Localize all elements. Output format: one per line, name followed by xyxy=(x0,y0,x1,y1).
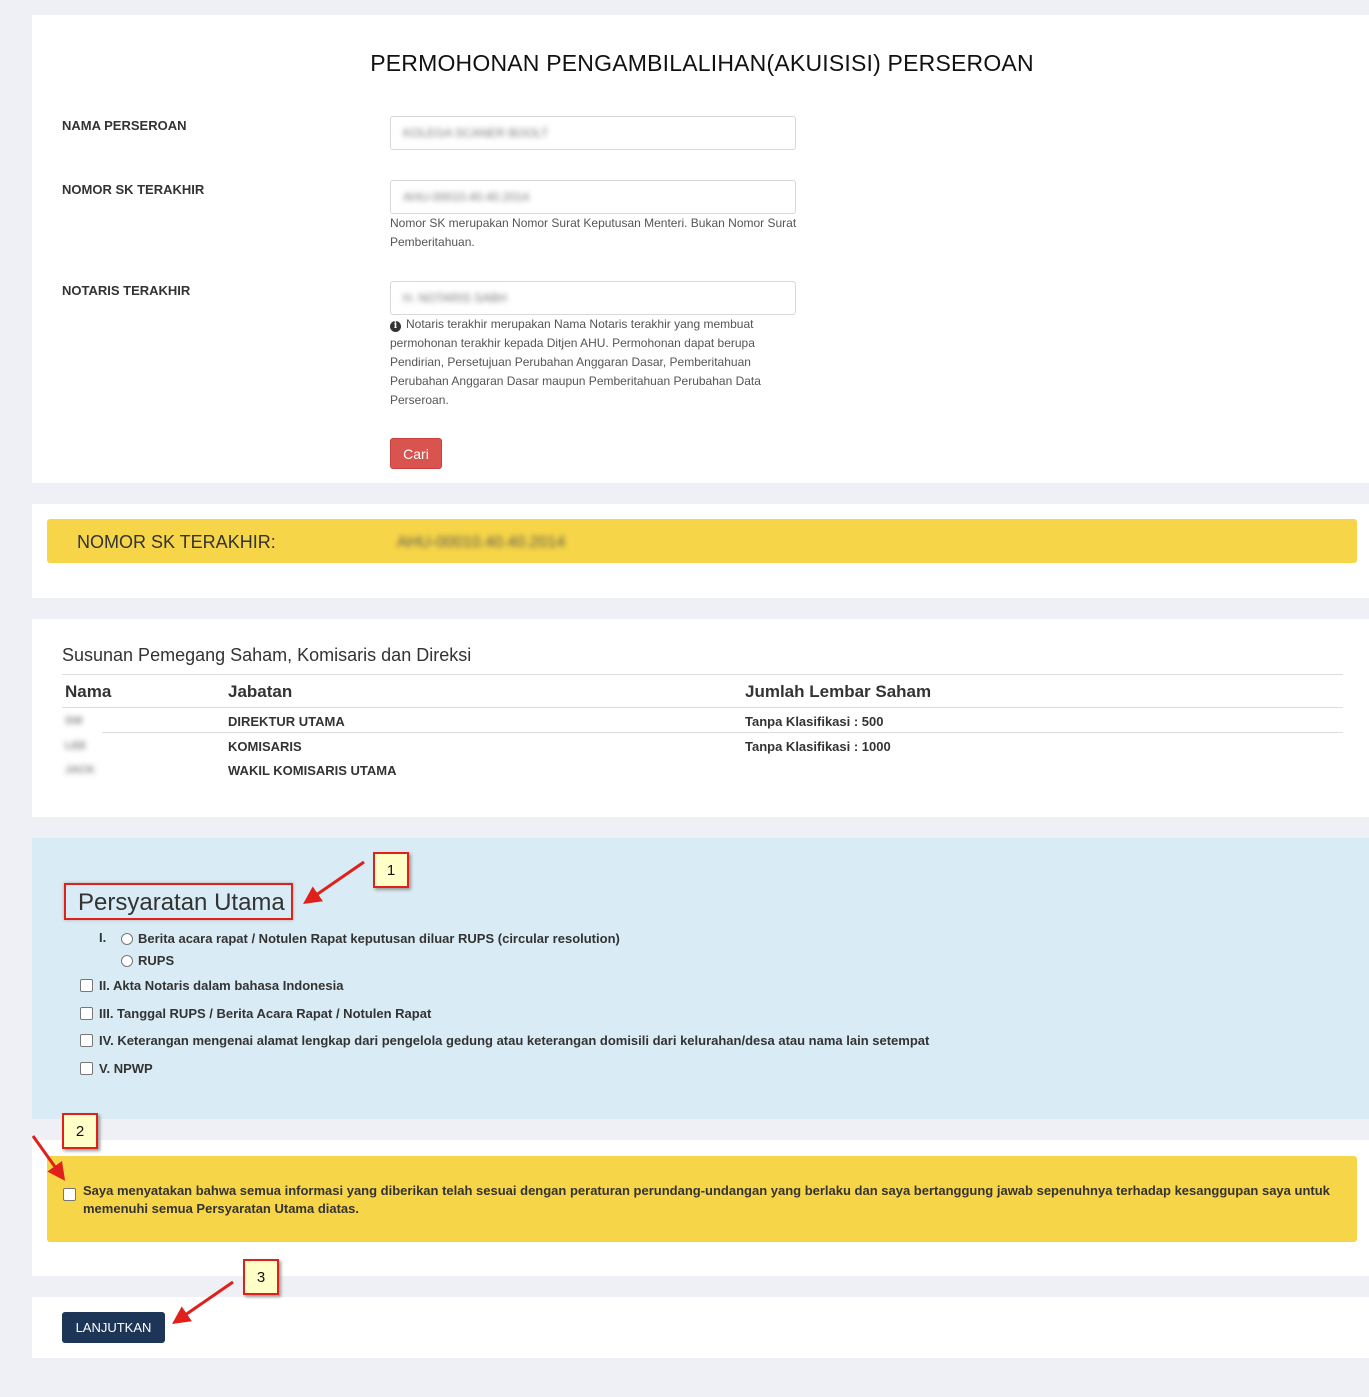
agreement-checkbox[interactable] xyxy=(63,1188,76,1201)
nomor-sk-label: NOMOR SK TERAKHIR xyxy=(62,182,205,197)
agreement-box xyxy=(47,1156,1357,1242)
shareholders-panel xyxy=(32,619,1369,817)
agreement-panel xyxy=(32,1140,1369,1276)
req-item-5-label: V. NPWP xyxy=(99,1061,153,1076)
nomor-sk-input[interactable] xyxy=(390,180,796,214)
checkbox-tanggal-rups[interactable] xyxy=(80,1007,93,1020)
req-item-1-option-2[interactable] xyxy=(121,953,174,968)
actions-panel xyxy=(32,1297,1369,1358)
callout-1: 1 xyxy=(373,852,409,888)
table-row xyxy=(62,757,1343,782)
info-icon: i xyxy=(390,321,401,332)
row-divider-gap xyxy=(62,732,102,734)
notaris-value: H. NOTARIS SABH xyxy=(403,291,507,305)
row-jabatan: WAKIL KOMISARIS UTAMA xyxy=(228,763,397,778)
req-item-2[interactable] xyxy=(80,978,343,993)
table-row xyxy=(62,732,1343,757)
req-item-4[interactable] xyxy=(80,1033,929,1048)
nama-perseroan-label: NAMA PERSEROAN xyxy=(62,118,187,133)
nama-perseroan-input[interactable] xyxy=(390,116,796,150)
req-item-1-option-1[interactable] xyxy=(121,931,620,946)
sk-result-bar xyxy=(47,519,1357,563)
table-row xyxy=(62,707,1343,732)
row-saham: Tanpa Klasifikasi : 500 xyxy=(745,714,884,729)
row-saham: Tanpa Klasifikasi : 1000 xyxy=(745,739,891,754)
requirements-title-box xyxy=(64,883,293,920)
req-item-1-option-1-label: Berita acara rapat / Notulen Rapat keputusan diluar RUPS (circular resolution) xyxy=(138,931,620,946)
result-panel xyxy=(32,504,1369,598)
checkbox-keterangan-alamat[interactable] xyxy=(80,1034,93,1047)
req-item-1 xyxy=(99,930,106,945)
shareholders-table xyxy=(62,674,1343,782)
sk-result-label: NOMOR SK TERAKHIR: xyxy=(77,532,276,552)
sk-result-value: AHU-00010.40.40.2014 xyxy=(397,534,566,551)
row-nama: SW xyxy=(65,715,83,727)
notaris-input[interactable] xyxy=(390,281,796,315)
header-nama: Nama xyxy=(65,682,112,701)
callout-2: 2 xyxy=(62,1113,98,1149)
lanjutkan-button[interactable]: LANJUTKAN xyxy=(62,1312,165,1343)
req-item-2-label: II. Akta Notaris dalam bahasa Indonesia xyxy=(99,978,344,993)
header-jabatan: Jabatan xyxy=(228,682,293,701)
cari-button[interactable]: Cari xyxy=(390,438,442,469)
row-jabatan: KOMISARIS xyxy=(228,739,302,754)
req-item-5[interactable] xyxy=(80,1061,153,1076)
row-jabatan: DIREKTUR UTAMA xyxy=(228,714,345,729)
nomor-sk-value: AHU-00010.40.40.2014 xyxy=(403,190,530,204)
table-header-row xyxy=(62,674,1343,707)
page-title: PERMOHONAN PENGAMBILALIHAN(AKUISISI) PERSEROAN xyxy=(370,50,1034,76)
requirements-title: Persyaratan Utama xyxy=(78,889,285,916)
notaris-label: NOTARIS TERAKHIR xyxy=(62,283,191,298)
radio-rups[interactable] xyxy=(121,955,133,967)
req-item-1-num: I. xyxy=(99,930,107,945)
nomor-sk-help: Nomor SK merupakan Nomor Surat Keputusan Menteri. Bukan Nomor Surat Pemberitahuan. xyxy=(390,216,797,249)
notaris-help-text: Notaris terakhir merupakan Nama Notaris terakhir yang membuat permohonan terakhir kepada Ditjen AHU. Permohonan dapat berupa Pendirian, Persetujuan Perubahan Anggaran Dasar, Pemberitahuan Perubahan Anggaran Dasar maupun Pemberitahuan Perubahan Data Perseroan. xyxy=(390,317,761,407)
notaris-help xyxy=(390,315,800,410)
row-nama: LEE xyxy=(65,740,87,752)
search-form-panel xyxy=(32,15,1369,483)
radio-circular-resolution[interactable] xyxy=(121,933,133,945)
req-item-1-option-2-label: RUPS xyxy=(138,953,175,968)
checkbox-akta-notaris[interactable] xyxy=(80,979,93,992)
callout-3: 3 xyxy=(243,1259,279,1295)
req-item-3-label: III. Tanggal RUPS / Berita Acara Rapat / Notulen Rapat xyxy=(99,1006,432,1021)
req-item-3[interactable] xyxy=(80,1006,431,1021)
shareholders-title: Susunan Pemegang Saham, Komisaris dan Direksi xyxy=(62,645,472,665)
checkbox-npwp[interactable] xyxy=(80,1062,93,1075)
agreement-text: Saya menyatakan bahwa semua informasi yang diberikan telah sesuai dengan peraturan perundang-undangan yang berlaku dan saya bertanggung jawab sepenuhnya terhadap kesanggupan saya untuk memenuhi semua Persyaratan Utama diatas. xyxy=(83,1183,1330,1216)
nama-perseroan-value: KOLEGA SCANER BOOLT xyxy=(403,126,549,140)
req-item-4-label: IV. Keterangan mengenai alamat lengkap dari pengelola gedung atau keterangan domisili dari kelurahan/desa atau nama lain setempat xyxy=(99,1033,930,1048)
header-saham: Jumlah Lembar Saham xyxy=(745,682,932,701)
row-nama: JACK xyxy=(65,764,95,776)
requirements-panel xyxy=(32,838,1369,1119)
